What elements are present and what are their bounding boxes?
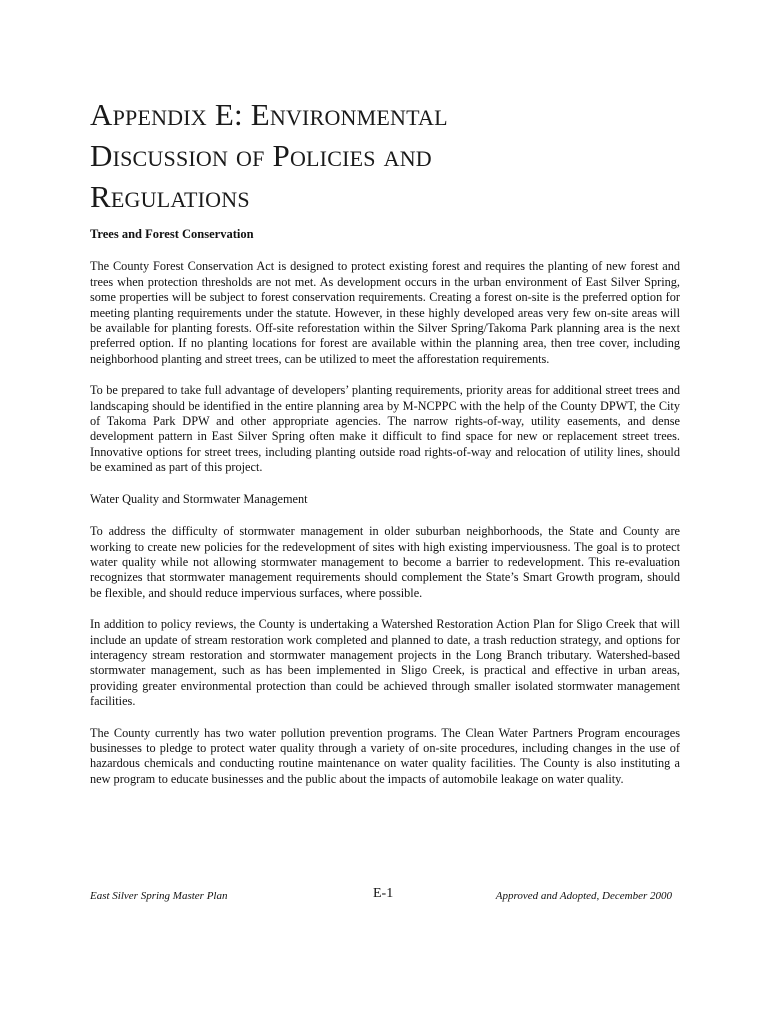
footer-document-title: East Silver Spring Master Plan	[90, 890, 228, 902]
document-body	[90, 227, 680, 803]
section-heading-water: Water Quality and Stormwater Management	[90, 491, 308, 506]
section-heading-trees: Trees and Forest Conservation	[90, 227, 254, 241]
paragraph-trees-2: To be prepared to take full advantage of developers’ planting requirements, priority areas for additional street trees and landscaping should be identified in the entire planning area by M-NCPPC with the help of the County DPWT, the City of Takoma Park DPW and other appropriate agencies. The narrow rights-of-way, utility easements, and dense development pattern in East Silver Spring often make it difficult to find space for new or replacement street trees. Innovative options for street trees, including planting outside road rights-of-way and relocation of utility lines, should be examined as part of this project.	[90, 383, 680, 475]
page-title	[90, 94, 690, 217]
paragraph-water-2: In addition to policy reviews, the County is undertaking a Watershed Restoration Action Plan for Sligo Creek that will include an update of stream restoration work completed and planned to date, a trash reduction strategy, and options for interagency stream restoration and stormwater management projects in the Long Branch tributary. Watershed-based stormwater management, such as has been implemented in Sligo Creek, is practical and effective in urban areas, providing greater environmental protection than could be achieved through smaller isolated stormwater management facilities.	[90, 617, 680, 709]
page-footer	[90, 886, 680, 906]
paragraph-water-3: The County currently has two water pollution prevention programs. The Clean Water Partners Program encourages businesses to pledge to protect water quality through a variety of on-site procedures, including changes in the use of hazardous chemicals and conducting routine maintenance on water quality facilities. The County is also instituting a new program to educate businesses and the public about the impacts of automobile leakage on water quality.	[90, 725, 680, 786]
title-line-1: Appendix E: Environmental	[90, 97, 448, 132]
paragraph-trees-1: The County Forest Conservation Act is designed to protect existing forest and requires the planting of new forest and trees when protection thresholds are not met. As development occurs in the urban environment of East Silver Spring, some properties will be subject to forest conservation requirements. Creating a forest on-site is the preferred option for meeting planting requirements under the statute. However, in these highly developed areas very few on-site areas will be available for planting forests. Off-site reforestation within the Silver Spring/Takoma Park planning area is the next preferred option. If no planting locations for forest are available within the planning area, then tree cover, including neighborhood planting and street trees, can be utilized to meet the afforestation requirements.	[90, 259, 680, 366]
title-line-3: Regulations	[90, 179, 250, 214]
footer-approval-date: Approved and Adopted, December 2000	[495, 890, 672, 902]
title-line-2: Discussion of Policies and	[90, 138, 432, 173]
page-number: E-1	[373, 886, 394, 901]
paragraph-water-1: To address the difficulty of stormwater management in older suburban neighborhoods, the State and County are working to create new policies for the redevelopment of sites with high existing imperviousness. The goal is to protect water quality while not allowing stormwater management to become a barrier to redevelopment. This re-evaluation recognizes that stormwater management requirements should complement the State’s Smart Growth program, should be flexible, and should reduce impervious surfaces, where possible.	[90, 524, 680, 600]
